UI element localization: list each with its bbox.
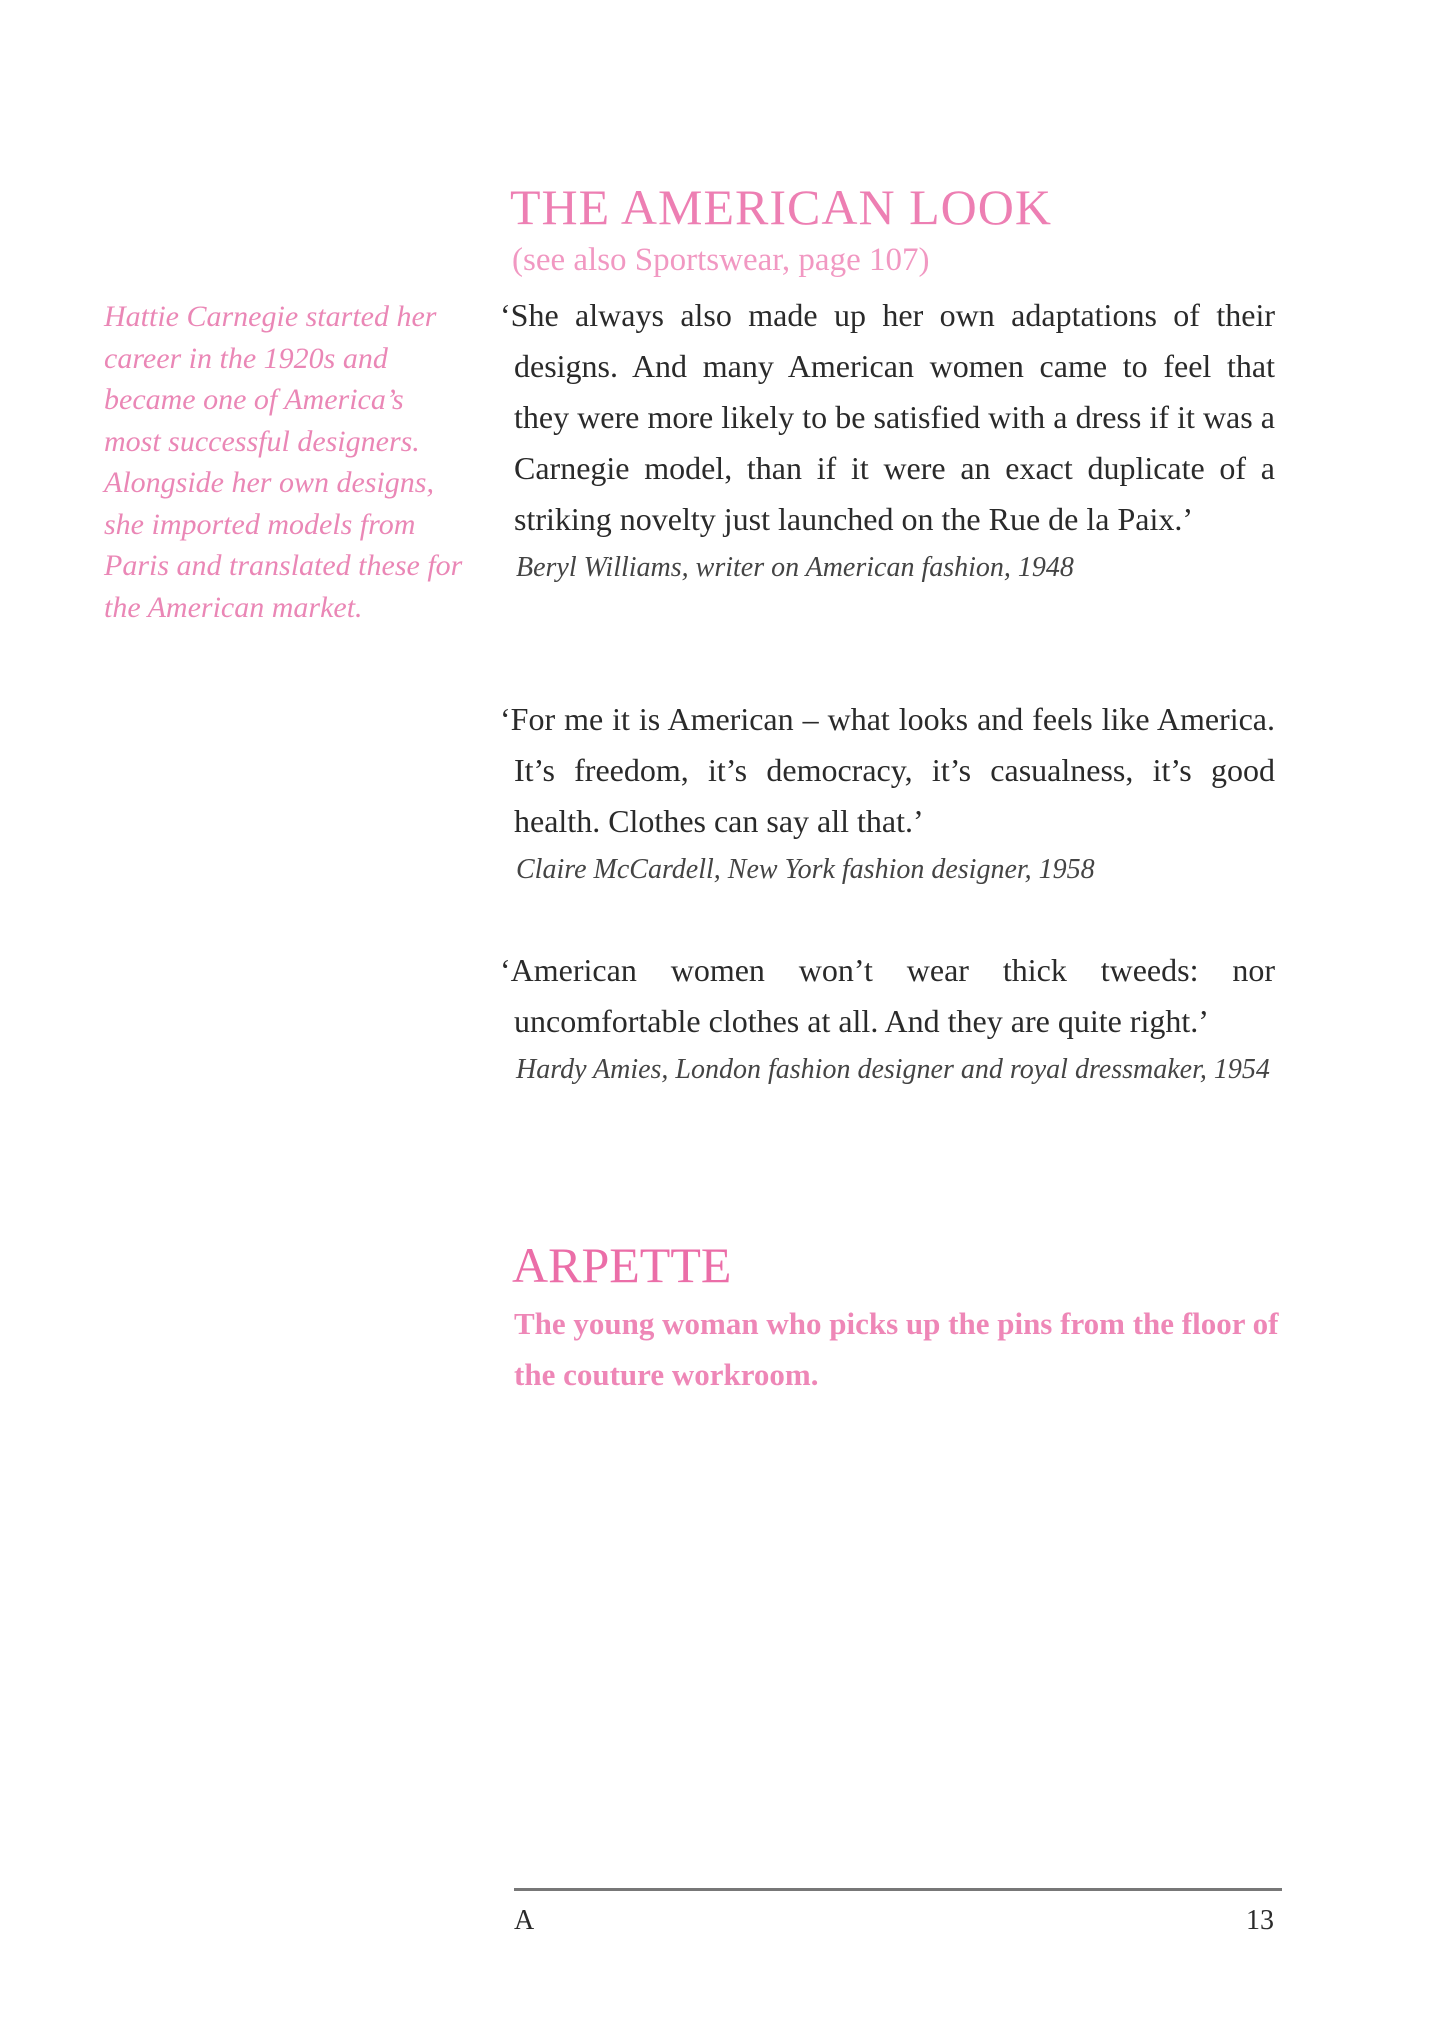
quote-block xyxy=(500,945,1275,1091)
quote-attribution: Claire McCardell, New York fashion designer, 1958 xyxy=(516,854,1095,885)
quote-attribution: Beryl Williams, writer on American fashion, 1948 xyxy=(516,552,1074,583)
quote-text: ‘She always also made up her own adaptations of their designs. And many American women came to feel that they were more likely to be satisfied with a dress if it was a Carnegie model, than if it were an exact duplicate of a striking novelty just launched on the Rue de la Paix.’ xyxy=(500,297,1275,537)
quote-block xyxy=(500,694,1275,891)
section-letter: A xyxy=(514,1905,535,1936)
quote-text: ‘For me it is American – what looks and feels like America. It’s freedom, it’s democracy, it’s casualness, it’s good health. Clothes can say all that.’ xyxy=(500,701,1275,839)
sidebar-note: Hattie Carnegie started her career in the 1920s and became one of America’s most successful designers. Alongside her own designs, she imported models from Paris and translated these for the American market. xyxy=(104,300,463,624)
entry-definition: The young woman who picks up the pins from the floor of the couture workroom. xyxy=(514,1306,1279,1392)
footer-divider xyxy=(514,1888,1282,1891)
see-also-reference: (see also Sportswear, page 107) xyxy=(512,242,930,278)
quote-block xyxy=(500,290,1275,589)
quote-text: ‘American women won’t wear thick tweeds: nor uncomfortable clothes at all. And they are quite right.’ xyxy=(500,952,1275,1039)
entry-title: ARPETTE xyxy=(512,1237,732,1293)
quote-attribution: Hardy Amies, London fashion designer and royal dressmaker, 1954 xyxy=(516,1054,1270,1085)
entry-title: THE AMERICAN LOOK xyxy=(510,179,1052,235)
page-number: 13 xyxy=(1246,1905,1274,1936)
